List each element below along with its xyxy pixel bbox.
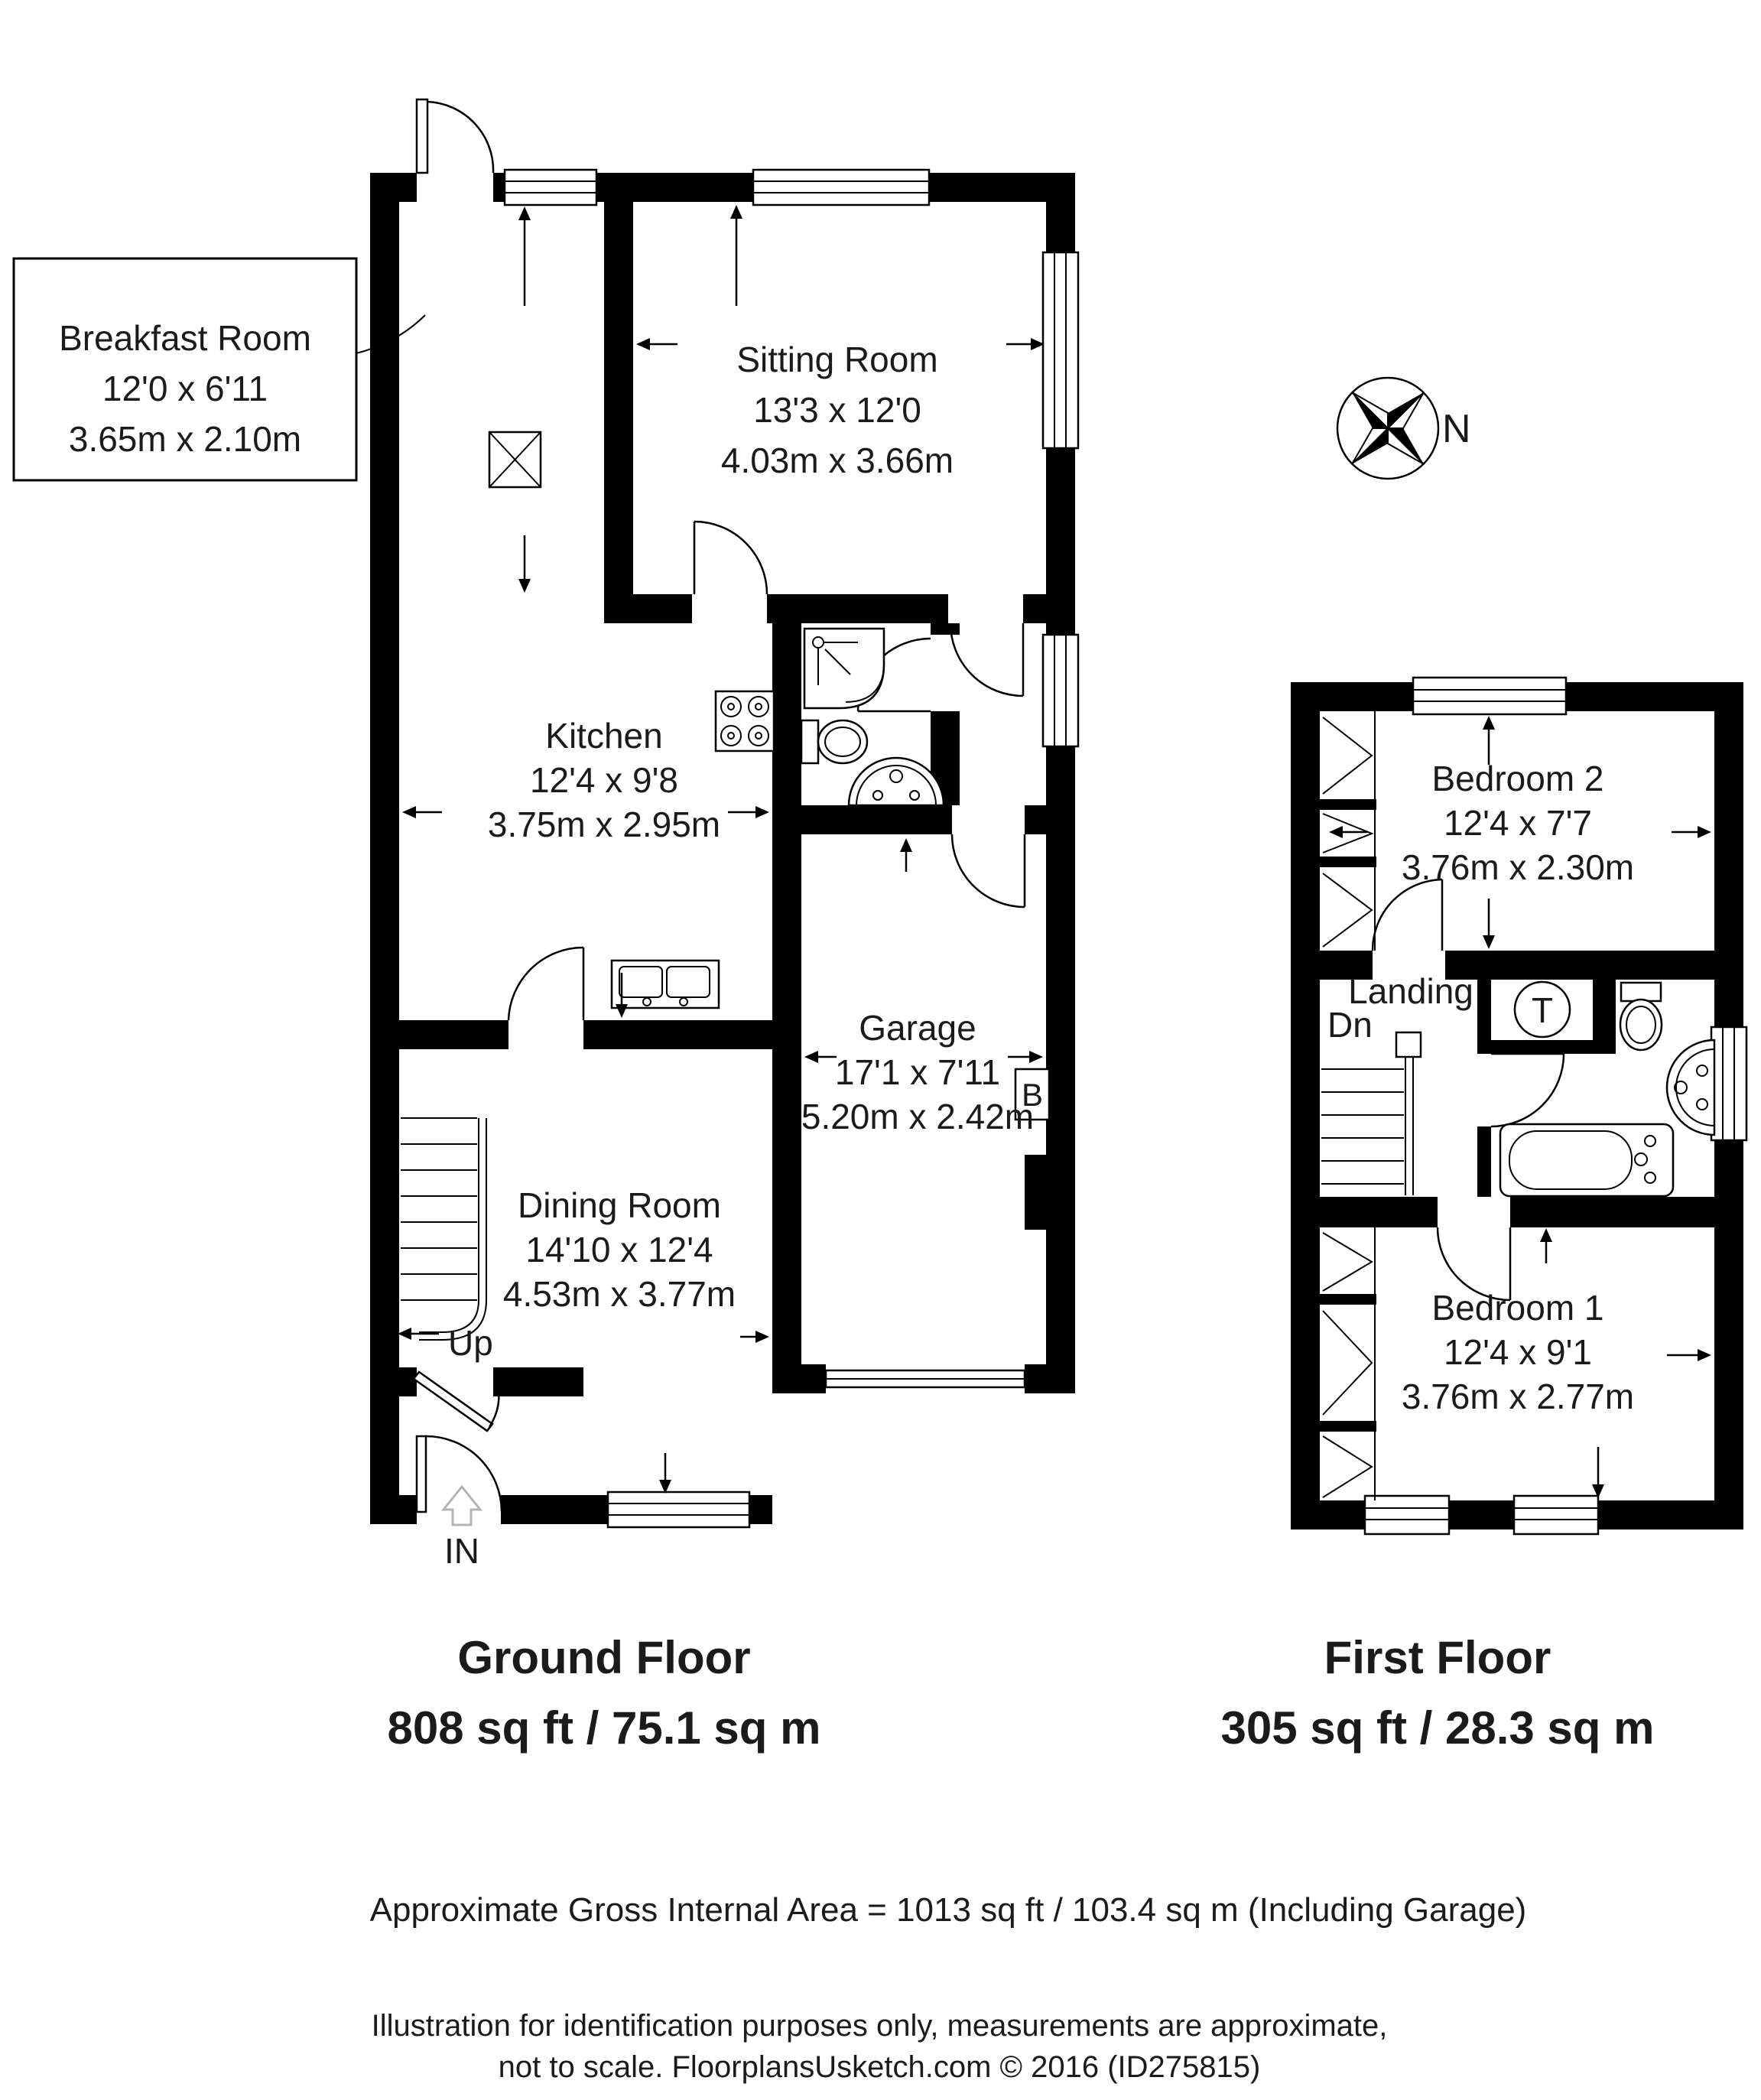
first-floor-doors [1373, 879, 1564, 1300]
garage-name: Garage [859, 1008, 976, 1048]
dining-window [608, 1492, 749, 1527]
entry-direction-arrow [443, 1487, 480, 1525]
entrance-label: IN [444, 1531, 479, 1571]
bedroom1-imperial: 12'4 x 9'1 [1443, 1332, 1593, 1372]
first-floor-title: First Floor [1324, 1632, 1551, 1683]
boiler-label: B [1021, 1077, 1044, 1113]
compass-north-label: N [1442, 407, 1471, 451]
gross-area-text: Approximate Gross Internal Area = 1013 sq ft / 103.4 sq m (Including Garage) [369, 1891, 1527, 1929]
bedroom2-metric: 3.76m x 2.30m [1401, 847, 1635, 887]
sitting-imperial: 13'3 x 12'0 [753, 390, 921, 430]
room-label-bedroom2 [1402, 759, 1634, 887]
up-label: Up [448, 1323, 493, 1363]
stairs-ground [401, 1118, 486, 1340]
sitting-metric: 4.03m x 3.66m [720, 440, 954, 480]
room-label-bedroom1 [1402, 1288, 1634, 1416]
dining-metric: 4.53m x 3.77m [502, 1274, 736, 1314]
bedroom2-door [1373, 879, 1442, 951]
bedroom2-name: Bedroom 2 [1431, 759, 1604, 798]
hob-icon [716, 691, 774, 751]
disclaimer-line2: not to scale. FloorplansUsketch.com © 2016 (ID275815) [498, 2050, 1261, 2084]
kitchen-dining-door [508, 948, 583, 1020]
room-label-sitting [721, 340, 954, 480]
compass-icon [1337, 378, 1438, 479]
stairs-first-floor [1321, 1032, 1421, 1195]
garage-metric: 5.20m x 2.42m [801, 1097, 1035, 1136]
down-label: Dn [1327, 1005, 1373, 1045]
bedroom2-imperial: 12'4 x 7'7 [1443, 803, 1593, 843]
kitchen-metric: 3.75m x 2.95m [487, 805, 721, 844]
first-floor-area: 305 sq ft / 28.3 sq m [1220, 1702, 1655, 1754]
basin-icon [1667, 1040, 1714, 1135]
hall-garage-door [952, 834, 1025, 907]
sitting-name: Sitting Room [736, 340, 938, 379]
shower-icon [804, 629, 884, 708]
tank-label: T [1531, 990, 1554, 1030]
breakfast-exterior-door [417, 99, 493, 173]
garage-imperial: 17'1 x 7'11 [834, 1052, 1001, 1092]
ground-floor-fixtures [401, 432, 1049, 1340]
dining-imperial: 14'10 x 12'4 [525, 1230, 713, 1269]
bathroom-door [1491, 1054, 1564, 1126]
bedroom2-window [1413, 678, 1566, 714]
bathroom-window [1711, 1027, 1746, 1140]
toilet-icon [1620, 983, 1662, 1050]
sitting-room-door [694, 522, 767, 594]
breakfast-metric: 3.65m x 2.10m [68, 419, 302, 459]
garage-door [826, 1370, 1025, 1387]
wardrobe-bedroom2 [1323, 711, 1375, 951]
breakfast-imperial: 12'0 x 6'11 [102, 369, 268, 408]
wc-toilet-icon [801, 720, 867, 763]
front-door [417, 1436, 502, 1512]
wardrobe-bedroom1 [1323, 1227, 1375, 1500]
bedroom1-window-left [1365, 1496, 1449, 1534]
kitchen-name: Kitchen [545, 716, 663, 756]
dining-name: Dining Room [518, 1185, 721, 1225]
landing-label: Landing [1348, 971, 1473, 1011]
wc-basin-icon [849, 758, 944, 805]
room-label-kitchen [488, 716, 720, 844]
sitting-side-window [1043, 252, 1078, 448]
disclaimer-line1: Illustration for identification purposes only, measurements are approximate, [371, 2009, 1388, 2043]
sink-icon [612, 961, 719, 1008]
ground-floor-title: Ground Floor [457, 1632, 751, 1683]
bedroom1-name: Bedroom 1 [1431, 1288, 1604, 1328]
kitchen-imperial: 12'4 x 9'8 [529, 760, 679, 800]
chimney-icon [489, 432, 541, 487]
bedroom1-metric: 3.76m x 2.77m [1401, 1377, 1635, 1416]
room-label-dining [503, 1185, 736, 1314]
ground-floor-walls [370, 173, 1075, 1524]
hall-door [950, 623, 1023, 696]
breakfast-window [505, 170, 596, 205]
bedroom1-window-right [1514, 1496, 1598, 1534]
room-label-garage [801, 1008, 1034, 1136]
ground-floor-area: 808 sq ft / 75.1 sq m [387, 1702, 821, 1754]
sitting-top-window [753, 170, 929, 205]
breakfast-name: Breakfast Room [59, 318, 311, 358]
hall-window [1043, 635, 1078, 746]
bath-icon [1500, 1124, 1673, 1196]
lobby-door [414, 1372, 499, 1431]
